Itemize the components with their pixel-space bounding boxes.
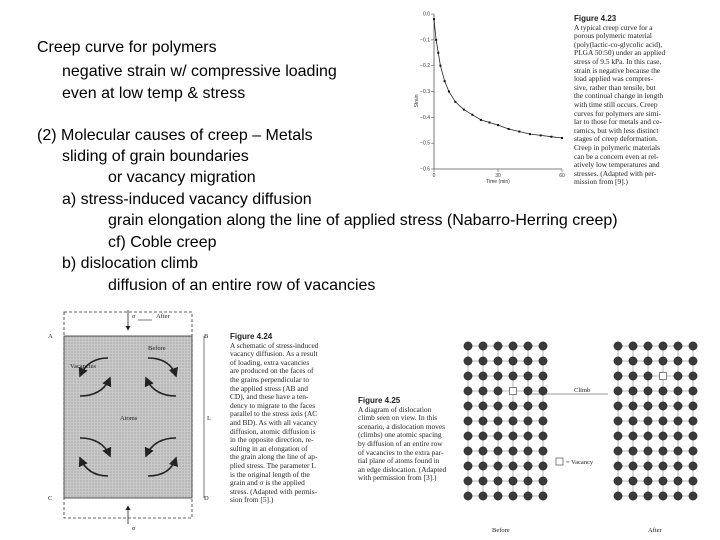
- fig424-caption-line: sulting in an elongation of: [230, 443, 308, 453]
- atom: [644, 372, 652, 380]
- atom: [614, 447, 622, 455]
- fig424-caption-line: dency to migrate to the faces: [230, 400, 316, 410]
- fig425-caption-line: A diagram of dislocation: [358, 404, 432, 414]
- label-b: B: [204, 333, 209, 340]
- fig423-caption-line: stresses. (Adapted with per-: [574, 168, 657, 178]
- atom: [674, 492, 682, 500]
- atom: [494, 462, 502, 470]
- text-line-7: a) stress-induced vacancy diffusion: [62, 191, 312, 208]
- fig425-caption-line: an edge dislocation. (Adapted: [358, 464, 447, 474]
- atom: [509, 342, 517, 350]
- data-point: [550, 136, 552, 138]
- fig423-caption-line: PLGA 50:50) under an applied: [574, 48, 666, 58]
- text-line-10: b) dislocation climb: [62, 255, 199, 272]
- fig423-caption: [574, 15, 665, 187]
- fig423-caption-line: curves for polymers are simi-: [574, 108, 662, 118]
- atom: [509, 462, 517, 470]
- data-point: [463, 109, 465, 111]
- atom: [539, 357, 547, 365]
- atom: [629, 462, 637, 470]
- text-line-5: sliding of grain boundaries: [62, 148, 249, 165]
- fig423-caption-line: stages of creep deformation.: [574, 134, 658, 144]
- vacancy-legend-box: [556, 458, 563, 465]
- label-after: After: [156, 313, 170, 320]
- fig425-caption-line: with permission from [3].): [358, 473, 437, 483]
- atom: [494, 402, 502, 410]
- atom: [674, 387, 682, 395]
- atom: [479, 432, 487, 440]
- text-line-1: Creep curve for polymers: [37, 39, 217, 56]
- atom: [659, 357, 667, 365]
- atom: [509, 432, 517, 440]
- atom: [674, 417, 682, 425]
- label-c: C: [48, 495, 53, 502]
- chart-axes: [434, 14, 562, 169]
- atom: [464, 417, 472, 425]
- atom: [659, 477, 667, 485]
- fig424-caption: [230, 333, 318, 505]
- atom: [539, 372, 547, 380]
- fig425-caption-line: tial plane of atoms found in: [358, 456, 440, 466]
- y-tick-label: −0.1: [420, 37, 430, 44]
- fig424-caption-line: is the original length of the: [230, 469, 310, 479]
- x-tick-label: 30: [495, 173, 501, 179]
- atom: [509, 492, 517, 500]
- fig423-caption-line: lar to those for metals and ce-: [574, 117, 662, 127]
- atom: [614, 372, 622, 380]
- text-line-9: cf) Coble creep: [108, 234, 217, 251]
- atom: [659, 342, 667, 350]
- atom: [494, 372, 502, 380]
- label-sigma-top: σ: [132, 313, 136, 320]
- data-point: [508, 128, 510, 130]
- atom: [629, 342, 637, 350]
- atom: [674, 447, 682, 455]
- atom: [689, 387, 697, 395]
- atom: [644, 477, 652, 485]
- atom: [629, 417, 637, 425]
- y-tick-label: −0.2: [420, 63, 430, 70]
- atom: [524, 417, 532, 425]
- data-point: [437, 52, 439, 54]
- atom: [644, 357, 652, 365]
- fig423-caption-line: sive, rather than tensile, but: [574, 82, 656, 92]
- atom: [539, 462, 547, 470]
- fig423-caption-line: Creep in polymeric materials: [574, 142, 660, 152]
- atom: [689, 477, 697, 485]
- atom: [479, 372, 487, 380]
- atom: [689, 462, 697, 470]
- atom: [539, 432, 547, 440]
- fig424-caption-line: the grains perpendicular to: [230, 374, 310, 384]
- text-line-6: or vacancy migration: [108, 169, 256, 186]
- atom: [644, 432, 652, 440]
- atom: [524, 477, 532, 485]
- label-before: Before: [492, 527, 510, 534]
- y-tick-label: −0.5: [420, 140, 430, 147]
- atom: [494, 447, 502, 455]
- label-sigma-bottom: σ: [132, 525, 136, 532]
- atom: [689, 447, 697, 455]
- atom: [494, 432, 502, 440]
- atom: [629, 357, 637, 365]
- fig423-caption-line: mission from [9].): [574, 177, 628, 187]
- y-tick-label: −0.4: [420, 114, 430, 121]
- data-point: [529, 133, 531, 135]
- fig424-caption-line: and BD). As with all vacancy: [230, 417, 318, 427]
- chart-xlabel: Time (min): [486, 179, 510, 184]
- fig424-caption-line: plied stress. The parameter L: [230, 460, 316, 470]
- data-point: [561, 137, 563, 139]
- atom: [479, 342, 487, 350]
- data-point: [540, 134, 542, 136]
- atom: [629, 372, 637, 380]
- dislocation-climb-diagram: [458, 336, 718, 536]
- label-a: A: [48, 333, 53, 340]
- atom: [659, 417, 667, 425]
- atom: [644, 417, 652, 425]
- fig423-caption-line: stress of 9.5 kPa. In this case,: [574, 56, 662, 66]
- fig425-title: Figure 4.25: [358, 396, 401, 405]
- atom: [479, 477, 487, 485]
- atom: [659, 462, 667, 470]
- atom: [629, 432, 637, 440]
- label-d: D: [204, 495, 209, 502]
- atom: [524, 447, 532, 455]
- text-line-2: negative strain w/ compressive loading: [62, 63, 337, 80]
- fig424-caption-line: CD), and these have a ten-: [230, 392, 309, 402]
- atom: [689, 357, 697, 365]
- atom: [464, 477, 472, 485]
- fig424-caption-line: sion from [5].): [230, 495, 274, 505]
- atom: [479, 417, 487, 425]
- fig425-caption-line: climb seen on view. In this: [358, 413, 438, 423]
- atom: [539, 447, 547, 455]
- data-point: [471, 114, 473, 116]
- creep-curve-chart: [412, 6, 572, 184]
- y-tick-label: −0.6: [420, 166, 430, 173]
- label-after: After: [648, 527, 662, 534]
- fig425-caption-line: (climbs) one atomic spacing: [358, 430, 442, 440]
- fig424-caption-body: [230, 342, 318, 505]
- fig424-caption-line: the grain along the line of ap-: [230, 452, 318, 462]
- data-point: [448, 91, 450, 93]
- atom: [539, 492, 547, 500]
- atom: [524, 372, 532, 380]
- data-point: [433, 18, 435, 20]
- atom: [659, 387, 667, 395]
- atom: [539, 342, 547, 350]
- atom: [464, 447, 472, 455]
- atom: [614, 357, 622, 365]
- atom: [644, 342, 652, 350]
- atom: [674, 342, 682, 350]
- x-tick-label: 0: [432, 173, 436, 179]
- atom: [689, 432, 697, 440]
- vacancy: [660, 373, 667, 380]
- atom: [674, 462, 682, 470]
- fig424-caption-line: stress. (Adapted with permis-: [230, 486, 318, 496]
- data-point: [497, 124, 499, 126]
- fig424-caption-line: are produced on the faces of: [230, 366, 314, 376]
- label-length: L: [207, 415, 211, 422]
- fig423-caption-line: load applied was compres-: [574, 74, 654, 84]
- atom: [614, 342, 622, 350]
- chart-series-line: [434, 19, 562, 138]
- vacancy-diffusion-diagram: [44, 306, 216, 532]
- y-tick-label: −0.3: [420, 89, 430, 95]
- text-line-3: even at low temp & stress: [62, 85, 246, 102]
- atom: [659, 432, 667, 440]
- atom: [524, 402, 532, 410]
- fig424-caption-line: A schematic of stress-induced: [230, 340, 319, 350]
- atom: [464, 462, 472, 470]
- atom: [644, 447, 652, 455]
- fig425-caption-body: [358, 406, 446, 483]
- atom: [509, 402, 517, 410]
- label-atoms: Atoms: [120, 415, 138, 422]
- fig424-caption-line: of loading, extra vacancies: [230, 357, 310, 367]
- atom: [524, 342, 532, 350]
- atom: [524, 492, 532, 500]
- atom: [674, 432, 682, 440]
- fig423-title: Figure 4.23: [574, 14, 617, 23]
- atom: [644, 387, 652, 395]
- atom: [629, 477, 637, 485]
- atom: [524, 357, 532, 365]
- atom: [689, 402, 697, 410]
- fig425-caption-line: by diffusion of an entire row: [358, 438, 443, 448]
- atom: [614, 477, 622, 485]
- atom: [644, 402, 652, 410]
- atom: [494, 417, 502, 425]
- fig423-caption-line: porous polymeric material: [574, 31, 652, 41]
- label-climb: Climb: [574, 387, 591, 394]
- text-line-11: diffusion of an entire row of vacancies: [108, 277, 376, 294]
- atom: [689, 417, 697, 425]
- atom: [494, 387, 502, 395]
- y-tick-label: 0.0: [423, 11, 430, 18]
- fig423-caption-line: (poly(lactic-co-glycolic acid),: [574, 39, 663, 49]
- fig423-caption-line: the continual change in length: [574, 91, 664, 101]
- atom: [509, 417, 517, 425]
- atom: [464, 402, 472, 410]
- atom: [614, 492, 622, 500]
- vacancy: [510, 388, 517, 395]
- atom: [659, 402, 667, 410]
- atom: [614, 387, 622, 395]
- atom: [509, 477, 517, 485]
- atom: [629, 492, 637, 500]
- atom: [479, 462, 487, 470]
- text-line-8: grain elongation along the line of applied stress (Nabarro-Herring creep): [108, 212, 618, 229]
- atom: [644, 492, 652, 500]
- data-point: [480, 119, 482, 121]
- atom: [644, 462, 652, 470]
- atom: [524, 462, 532, 470]
- fig424-caption-line: in the opposite direction, re-: [230, 435, 314, 445]
- x-tick-label: 60: [559, 173, 565, 179]
- atom: [524, 432, 532, 440]
- atom: [629, 447, 637, 455]
- atom: [539, 402, 547, 410]
- atom: [464, 372, 472, 380]
- atom: [674, 402, 682, 410]
- label-vacancy: = Vacancy: [566, 459, 594, 466]
- fig424-title: Figure 4.24: [230, 332, 273, 341]
- atom: [494, 492, 502, 500]
- data-point: [518, 131, 520, 133]
- atom: [614, 432, 622, 440]
- atom: [494, 342, 502, 350]
- atom: [509, 372, 517, 380]
- atom: [629, 402, 637, 410]
- lattice-before: [464, 342, 547, 500]
- atom: [479, 447, 487, 455]
- atom: [614, 417, 622, 425]
- fig423-caption-line: can be a concern even at rel-: [574, 151, 659, 161]
- fig423-caption-line: with time still occurs. Creep: [574, 99, 658, 109]
- atom: [674, 477, 682, 485]
- data-point: [488, 122, 490, 124]
- atom: [659, 492, 667, 500]
- atom: [494, 477, 502, 485]
- data-point: [435, 39, 437, 41]
- atom: [509, 447, 517, 455]
- atom: [614, 402, 622, 410]
- chart-ylabel: Strain: [414, 94, 420, 108]
- atom: [674, 357, 682, 365]
- fig424-caption-line: parallel to the stress axis (AC: [230, 409, 318, 419]
- fig425-caption-line: of vacancies to the extra par-: [358, 447, 444, 457]
- data-point: [444, 80, 446, 82]
- atom: [674, 372, 682, 380]
- atom: [464, 357, 472, 365]
- fig425-caption-line: scenario, a dislocation moves: [358, 421, 446, 431]
- fig424-caption-line: grain and σ is the applied: [230, 478, 305, 488]
- atom: [479, 402, 487, 410]
- atom: [464, 432, 472, 440]
- fig424-caption-line: the applied stress (AB and: [230, 383, 308, 393]
- atom: [689, 492, 697, 500]
- atom: [614, 462, 622, 470]
- fig424-caption-line: diffusion, atomic diffusion is: [230, 426, 316, 436]
- atom: [509, 357, 517, 365]
- atom: [539, 477, 547, 485]
- fig423-caption-line: A typical creep curve for a: [574, 22, 653, 32]
- atom: [464, 387, 472, 395]
- atom: [659, 447, 667, 455]
- data-point: [439, 65, 441, 67]
- fig424-caption-line: vacancy diffusion. As a result: [230, 349, 318, 359]
- label-vacancies: Vacancies: [70, 363, 96, 370]
- atom: [689, 372, 697, 380]
- atom: [689, 342, 697, 350]
- fig423-caption-line: ramics, but with less distinct: [574, 125, 659, 135]
- text-line-4: (2) Molecular causes of creep – Metals: [37, 127, 313, 144]
- atom: [479, 357, 487, 365]
- fig423-caption-line: atively low temperatures and: [574, 160, 660, 170]
- fig425-caption: [358, 397, 446, 483]
- lattice-after: [614, 342, 697, 500]
- atom: [629, 387, 637, 395]
- atom: [479, 387, 487, 395]
- atom: [464, 342, 472, 350]
- data-point: [454, 101, 456, 103]
- atom: [464, 492, 472, 500]
- atom: [479, 492, 487, 500]
- atom: [494, 357, 502, 365]
- fig423-caption-body: [574, 24, 665, 187]
- label-before: Before: [148, 345, 166, 352]
- fig423-caption-line: strain is negative because the: [574, 65, 661, 75]
- atom: [539, 417, 547, 425]
